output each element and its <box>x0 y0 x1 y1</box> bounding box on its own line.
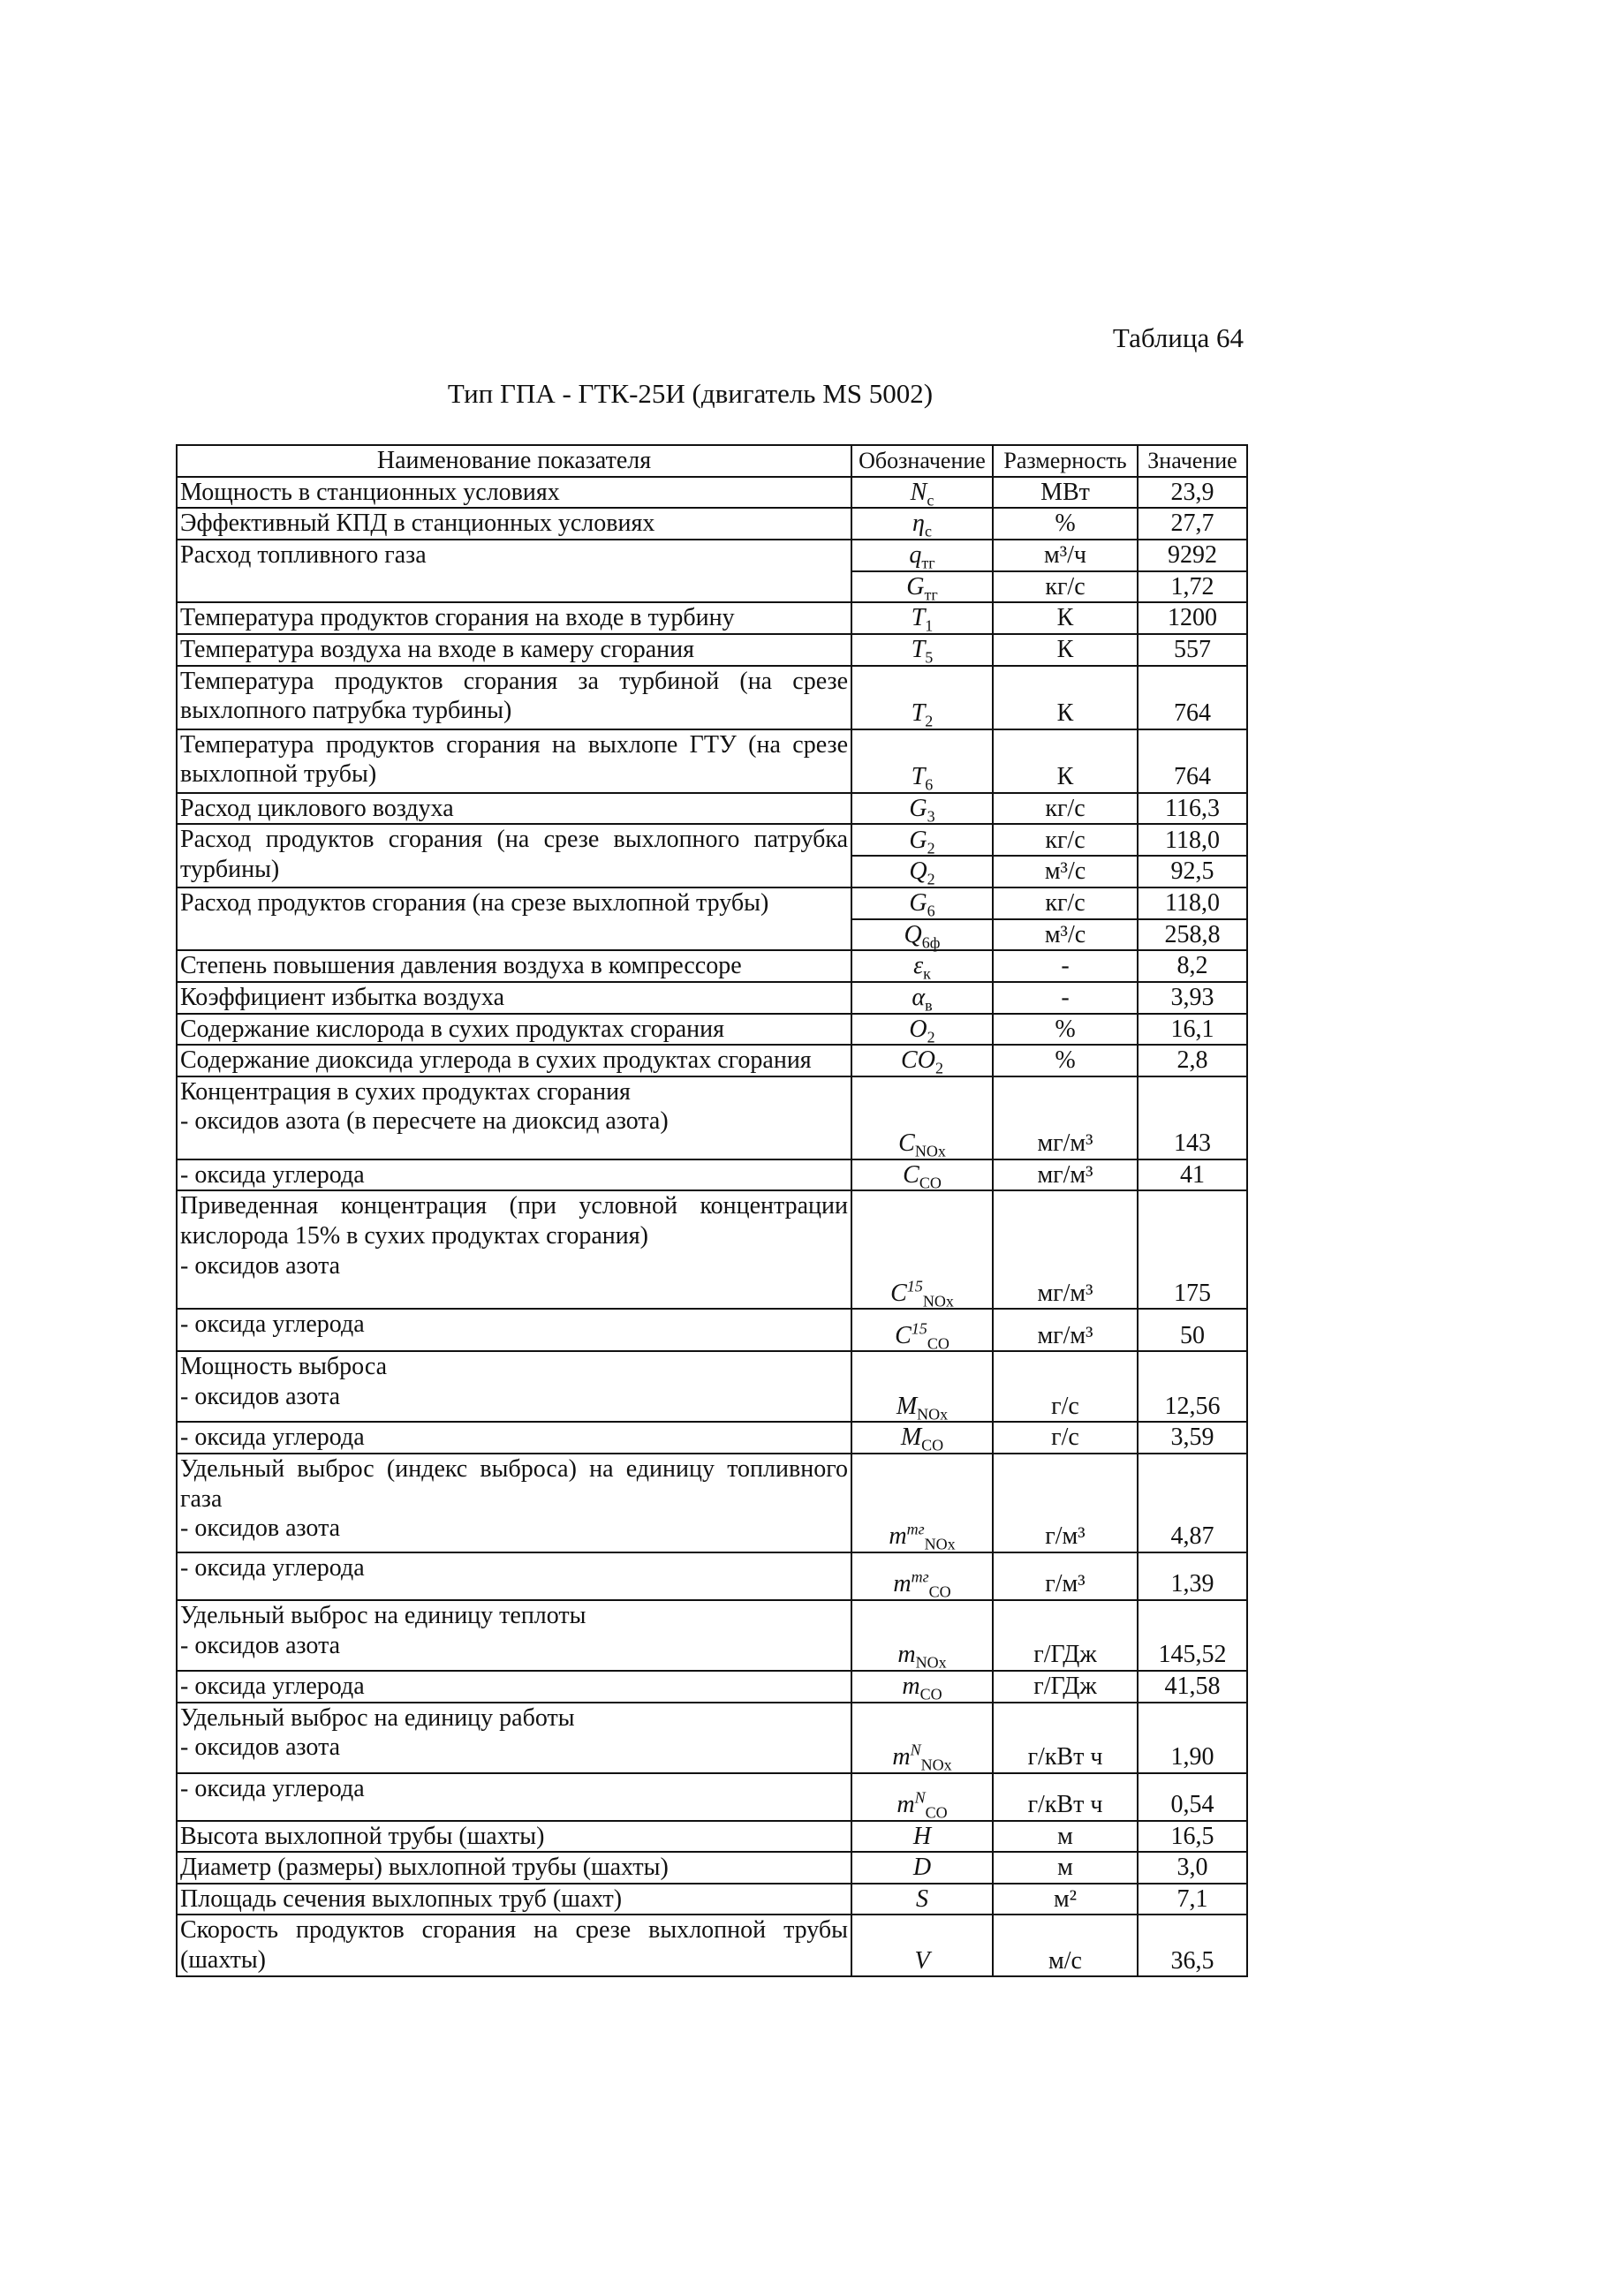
row-name-line: - оксидов азота <box>180 1733 341 1762</box>
symbol-base: M <box>900 1424 922 1452</box>
symbol-subscript: 3 <box>927 807 935 826</box>
row-unit: К <box>993 666 1138 729</box>
row-name-line: - оксида углерода <box>180 1672 365 1700</box>
row-name <box>177 982 851 1014</box>
symbol-base: T <box>911 699 926 727</box>
table-row <box>177 982 1247 1014</box>
row-unit: м³/ч <box>993 540 1138 571</box>
row-name-line: Содержание диоксида углерода в сухих продуктах сгорания <box>180 1046 812 1075</box>
row-unit: мг/м³ <box>993 1159 1138 1191</box>
table-title-text: Тип ГПА - ГТК-25И (двигатель MS 5002) <box>447 378 934 409</box>
row-name <box>177 793 851 825</box>
header-name: Наименование показателя <box>177 445 851 477</box>
table-row <box>177 1422 1247 1454</box>
row-name <box>177 1076 851 1159</box>
symbol-subscript: 6ф <box>921 933 941 952</box>
row-unit: г/м³ <box>993 1454 1138 1552</box>
row-name <box>177 1671 851 1703</box>
table-row <box>177 793 1247 825</box>
row-value: 12,56 <box>1138 1351 1247 1422</box>
row-name-line: Высота выхлопной трубы (шахты) <box>180 1822 545 1850</box>
row-symbol <box>851 729 993 793</box>
row-name-line: Расход продуктов сгорания (на срезе выхлопной трубы) <box>180 888 769 917</box>
row-symbol <box>851 1884 993 1915</box>
symbol-subscript: NOx <box>924 1535 956 1553</box>
row-value: 145,52 <box>1138 1600 1247 1671</box>
row-value: 36,5 <box>1138 1915 1247 1976</box>
table-number: Таблица 64 <box>1112 322 1244 353</box>
row-name-line: Концентрация в сухих продуктах сгорания <box>180 1077 631 1106</box>
symbol-subscript: тг <box>921 554 935 572</box>
row-name <box>177 540 851 603</box>
symbol-base: m <box>897 1790 915 1818</box>
row-symbol <box>851 666 993 729</box>
row-value: 8,2 <box>1138 950 1247 982</box>
symbol-superscript: N <box>914 1788 926 1807</box>
row-symbol <box>851 1552 993 1600</box>
symbol-base: M <box>896 1392 918 1420</box>
row-symbol <box>851 856 993 887</box>
row-symbol <box>851 1076 993 1159</box>
row-value: 50 <box>1138 1309 1247 1351</box>
symbol-base: C <box>895 1321 912 1349</box>
symbol-subscript: NOx <box>914 1142 946 1160</box>
row-symbol <box>851 602 993 634</box>
table-title <box>0 378 1619 410</box>
symbol-superscript: тг <box>906 1520 925 1538</box>
row-name-line: Расход топливного газа <box>180 540 427 569</box>
table-row <box>177 1600 1247 1671</box>
table-row <box>177 950 1247 982</box>
row-unit: кг/с <box>993 824 1138 856</box>
row-symbol <box>851 1703 993 1773</box>
symbol-base: G <box>909 889 927 918</box>
row-name <box>177 666 851 729</box>
table-row <box>177 477 1247 509</box>
row-symbol <box>851 1309 993 1351</box>
row-name-line: - оксида углерода <box>180 1160 365 1189</box>
symbol-subscript: 6 <box>927 902 935 920</box>
table-row <box>177 1351 1247 1422</box>
symbol-base: T <box>911 762 926 790</box>
row-unit: - <box>993 982 1138 1014</box>
row-name-line: - оксидов азота <box>180 1382 341 1410</box>
symbol-base: G <box>909 826 927 854</box>
symbol-base: O <box>909 1015 927 1043</box>
row-value: 764 <box>1138 666 1247 729</box>
row-name-line: - оксида углерода <box>180 1310 365 1339</box>
row-symbol <box>851 1454 993 1552</box>
table-row <box>177 540 1247 571</box>
row-symbol <box>851 508 993 540</box>
row-name <box>177 1045 851 1076</box>
symbol-subscript: 5 <box>925 648 934 667</box>
table-row <box>177 1773 1247 1821</box>
row-value: 4,87 <box>1138 1454 1247 1552</box>
row-name-line: Мощность выброса <box>180 1353 388 1381</box>
row-symbol <box>851 887 993 919</box>
symbol-subscript: c <box>924 522 932 540</box>
row-value: 764 <box>1138 729 1247 793</box>
symbol-base: m <box>892 1742 911 1771</box>
row-symbol <box>851 1159 993 1191</box>
symbol-subscript: 1 <box>925 616 934 635</box>
table-row <box>177 1884 1247 1915</box>
row-value: 3,0 <box>1138 1852 1247 1884</box>
symbol-base: m <box>897 1641 916 1669</box>
row-name <box>177 1915 851 1976</box>
row-symbol <box>851 950 993 982</box>
row-symbol <box>851 1190 993 1309</box>
row-name <box>177 477 851 509</box>
row-value: 258,8 <box>1138 919 1247 951</box>
row-unit: м/с <box>993 1915 1138 1976</box>
row-symbol <box>851 634 993 666</box>
symbol-base: m <box>889 1522 907 1551</box>
row-unit: г/м³ <box>993 1552 1138 1600</box>
row-name-line: Температура воздуха на входе в камеру сгорания <box>180 635 695 663</box>
symbol-subscript: CO <box>919 1174 942 1192</box>
table-row <box>177 887 1247 919</box>
row-name <box>177 1884 851 1915</box>
row-name <box>177 1454 851 1552</box>
row-value: 7,1 <box>1138 1884 1247 1915</box>
row-unit: кг/с <box>993 793 1138 825</box>
row-symbol <box>851 1821 993 1853</box>
row-name <box>177 1309 851 1351</box>
row-value: 1,39 <box>1138 1552 1247 1600</box>
symbol-subscript: 2 <box>927 1028 935 1046</box>
row-value: 557 <box>1138 634 1247 666</box>
symbol-subscript: 2 <box>927 870 935 888</box>
symbol-subscript: CO <box>928 1582 951 1601</box>
row-value: 3,59 <box>1138 1422 1247 1454</box>
header-symbol: Обозначение <box>851 445 993 477</box>
row-name-line: - оксидов азота <box>180 1514 341 1543</box>
symbol-base: q <box>909 541 922 570</box>
symbol-base: V <box>914 1946 930 1975</box>
symbol-subscript: тг <box>924 585 938 604</box>
row-name <box>177 1351 851 1422</box>
symbol-subscript: к <box>923 964 931 983</box>
row-value: 27,7 <box>1138 508 1247 540</box>
row-name <box>177 634 851 666</box>
row-value: 41 <box>1138 1159 1247 1191</box>
symbol-base: G <box>909 794 927 822</box>
table-row <box>177 1454 1247 1552</box>
row-name-line: Удельный выброс на единицу работы <box>180 1703 575 1732</box>
symbol-base: Q <box>904 920 922 948</box>
parameters-table <box>176 444 1248 1977</box>
row-name <box>177 602 851 634</box>
table-row <box>177 1014 1247 1046</box>
symbol-base: D <box>912 1854 932 1882</box>
symbol-subscript: c <box>927 491 934 510</box>
row-unit: г/кВт ч <box>993 1773 1138 1821</box>
row-unit: мг/м³ <box>993 1190 1138 1309</box>
row-value: 16,5 <box>1138 1821 1247 1853</box>
row-unit: м <box>993 1852 1138 1884</box>
symbol-base: C <box>890 1279 907 1307</box>
table-row <box>177 1915 1247 1976</box>
table-row <box>177 1076 1247 1159</box>
row-unit: г/ГДж <box>993 1671 1138 1703</box>
row-unit: мг/м³ <box>993 1076 1138 1159</box>
table-row <box>177 1821 1247 1853</box>
row-name <box>177 1852 851 1884</box>
table-row <box>177 1671 1247 1703</box>
row-name <box>177 1821 851 1853</box>
row-value: 1,72 <box>1138 571 1247 603</box>
row-name-line: - оксида углерода <box>180 1774 365 1802</box>
row-unit: г/с <box>993 1351 1138 1422</box>
symbol-base: T <box>911 604 926 632</box>
table-row <box>177 1552 1247 1600</box>
symbol-base: G <box>906 572 925 600</box>
row-name <box>177 508 851 540</box>
row-value: 116,3 <box>1138 793 1247 825</box>
row-symbol <box>851 982 993 1014</box>
row-value: 16,1 <box>1138 1014 1247 1046</box>
row-symbol <box>851 1852 993 1884</box>
row-name-line: Температура продуктов сгорания на входе в турбину <box>180 604 735 632</box>
symbol-superscript: тг <box>911 1567 929 1586</box>
row-symbol <box>851 1600 993 1671</box>
row-name-line: Диаметр (размеры) выхлопной трубы (шахты) <box>180 1854 669 1882</box>
symbol-base: m <box>893 1570 912 1598</box>
header-value: Значение <box>1138 445 1247 477</box>
symbol-subscript: 6 <box>925 775 934 794</box>
row-unit: - <box>993 950 1138 982</box>
row-name-line: Удельный выброс на единицу теплоты <box>180 1601 586 1629</box>
row-name-line: Мощность в станционных условиях <box>180 478 560 506</box>
symbol-base: N <box>910 478 927 506</box>
row-name-line: Степень повышения давления воздуха в компрессоре <box>180 952 742 980</box>
symbol-base: C <box>898 1129 915 1158</box>
table-row <box>177 1309 1247 1351</box>
symbol-base: η <box>912 510 925 538</box>
row-name <box>177 1552 851 1600</box>
symbol-subscript: CO <box>921 1436 944 1454</box>
row-name-line: - оксидов азота (в пересчете на диоксид азота) <box>180 1107 669 1136</box>
row-name <box>177 1014 851 1046</box>
row-name <box>177 1422 851 1454</box>
row-value: 3,93 <box>1138 982 1247 1014</box>
row-value: 118,0 <box>1138 887 1247 919</box>
symbol-base: α <box>912 983 926 1011</box>
row-name <box>177 1159 851 1191</box>
row-value: 175 <box>1138 1190 1247 1309</box>
row-symbol <box>851 1773 993 1821</box>
row-symbol <box>851 571 993 603</box>
symbol-subscript: NOx <box>917 1405 949 1424</box>
row-unit: г/с <box>993 1422 1138 1454</box>
row-name <box>177 729 851 793</box>
symbol-superscript: 15 <box>906 1277 923 1295</box>
row-symbol <box>851 477 993 509</box>
symbol-superscript: N <box>910 1741 921 1759</box>
table-row <box>177 1045 1247 1076</box>
row-unit: % <box>993 508 1138 540</box>
symbol-subscript: CO <box>927 1334 949 1353</box>
symbol-subscript: NOx <box>920 1756 952 1774</box>
header-row <box>177 445 1247 477</box>
row-name <box>177 824 851 887</box>
row-name <box>177 1600 851 1671</box>
symbol-subscript: NOx <box>922 1292 954 1310</box>
symbol-base: Q <box>909 857 927 886</box>
table-row <box>177 508 1247 540</box>
table-row <box>177 602 1247 634</box>
row-unit: м³/с <box>993 919 1138 951</box>
row-symbol <box>851 1014 993 1046</box>
row-unit: м² <box>993 1884 1138 1915</box>
symbol-subscript: в <box>925 996 933 1015</box>
row-value: 1200 <box>1138 602 1247 634</box>
row-value: 41,58 <box>1138 1671 1247 1703</box>
row-symbol <box>851 793 993 825</box>
header-unit: Размерность <box>993 445 1138 477</box>
table-row <box>177 1852 1247 1884</box>
row-name <box>177 1190 851 1309</box>
row-unit: К <box>993 602 1138 634</box>
row-value: 143 <box>1138 1076 1247 1159</box>
symbol-base: T <box>911 635 926 663</box>
row-symbol <box>851 540 993 571</box>
row-name-line: Расход продуктов сгорания (на срезе выхлопного патрубка турбины) <box>180 826 848 883</box>
row-name-line: Коэффициент избытка воздуха <box>180 983 505 1011</box>
row-value: 118,0 <box>1138 824 1247 856</box>
table-row <box>177 729 1247 793</box>
row-name-line: Температура продуктов сгорания на выхлопе ГТУ (на срезе выхлопной трубы) <box>180 730 848 789</box>
symbol-base: ε <box>913 952 924 980</box>
row-symbol <box>851 1915 993 1976</box>
symbol-base: H <box>912 1822 932 1850</box>
row-unit: м <box>993 1821 1138 1853</box>
row-unit: м³/с <box>993 856 1138 887</box>
row-name-line: - оксидов азота <box>180 1631 341 1659</box>
row-name-line: - оксида углерода <box>180 1553 365 1582</box>
symbol-superscript: 15 <box>911 1319 927 1338</box>
row-value: 92,5 <box>1138 856 1247 887</box>
table-row <box>177 634 1247 666</box>
row-unit: кг/с <box>993 887 1138 919</box>
row-name-line: Площадь сечения выхлопных труб (шахт) <box>180 1884 623 1913</box>
symbol-base: S <box>916 1884 928 1913</box>
symbol-subscript: NOx <box>915 1653 947 1672</box>
symbol-base: CO <box>901 1046 935 1075</box>
row-name <box>177 950 851 982</box>
row-unit: г/кВт ч <box>993 1703 1138 1773</box>
row-name-line: Скорость продуктов сгорания на срезе выхлопной трубы (шахты) <box>180 1916 848 1974</box>
row-symbol <box>851 1422 993 1454</box>
row-name-line: Удельный выброс (индекс выброса) на единицу топливного газа <box>180 1454 848 1513</box>
symbol-subscript: CO <box>925 1803 948 1822</box>
table-row <box>177 1159 1247 1191</box>
row-name <box>177 887 851 951</box>
row-unit: К <box>993 729 1138 793</box>
table-row <box>177 824 1247 856</box>
row-name <box>177 1773 851 1821</box>
row-name-line: Содержание кислорода в сухих продуктах сгорания <box>180 1015 724 1043</box>
row-unit: г/ГДж <box>993 1600 1138 1671</box>
row-symbol <box>851 824 993 856</box>
row-value: 9292 <box>1138 540 1247 571</box>
table-row <box>177 1190 1247 1309</box>
symbol-subscript: 2 <box>927 839 935 857</box>
row-unit: МВт <box>993 477 1138 509</box>
row-symbol <box>851 1671 993 1703</box>
row-unit: % <box>993 1014 1138 1046</box>
symbol-base: m <box>902 1672 920 1700</box>
row-name-line: Эффективный КПД в станционных условиях <box>180 510 655 538</box>
symbol-subscript: 2 <box>925 712 934 730</box>
symbol-subscript: CO <box>919 1685 942 1703</box>
row-symbol <box>851 1045 993 1076</box>
row-unit: мг/м³ <box>993 1309 1138 1351</box>
row-name-line: - оксида углерода <box>180 1424 365 1452</box>
row-name <box>177 1703 851 1773</box>
symbol-base: C <box>903 1160 919 1189</box>
row-value: 1,90 <box>1138 1703 1247 1773</box>
row-value: 0,54 <box>1138 1773 1247 1821</box>
row-name-line: Расход циклового воздуха <box>180 794 454 822</box>
row-name-line: Температура продуктов сгорания за турбиной (на срезе выхлопного патрубка турбины) <box>180 667 848 725</box>
table-row <box>177 1703 1247 1773</box>
row-name-line: Приведенная концентрация (при условной концентрации кислорода 15% в сухих продуктах сгорания) <box>180 1192 848 1250</box>
row-symbol <box>851 1351 993 1422</box>
row-value: 2,8 <box>1138 1045 1247 1076</box>
row-unit: кг/с <box>993 571 1138 603</box>
row-unit: % <box>993 1045 1138 1076</box>
row-symbol <box>851 919 993 951</box>
row-name-line: - оксидов азота <box>180 1251 341 1280</box>
symbol-subscript: 2 <box>934 1059 943 1077</box>
row-value: 23,9 <box>1138 477 1247 509</box>
row-unit: К <box>993 634 1138 666</box>
table-row <box>177 666 1247 729</box>
